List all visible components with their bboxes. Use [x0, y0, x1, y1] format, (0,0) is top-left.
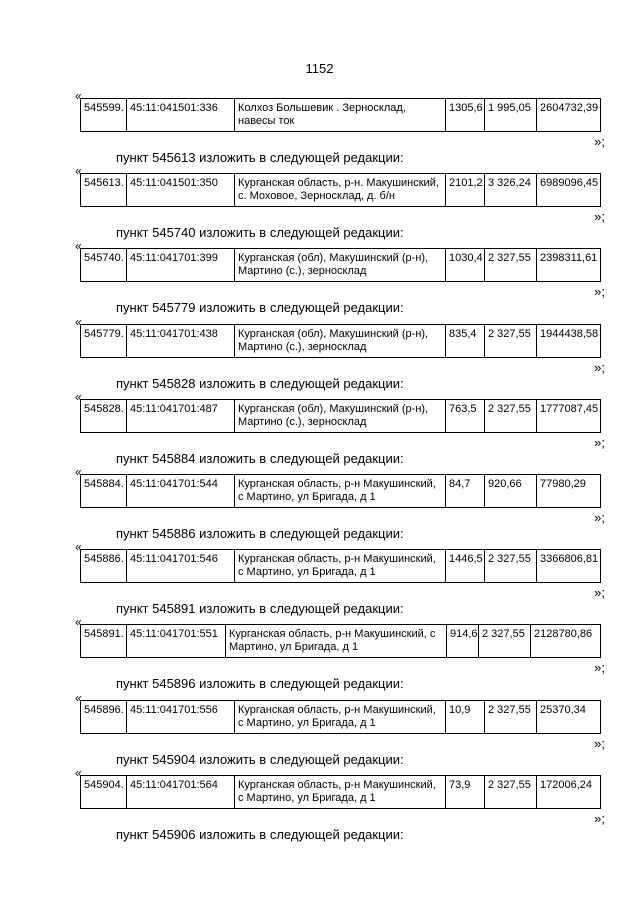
closing-quote: »; [594, 434, 605, 450]
closing-quote: »; [594, 810, 605, 826]
unit-price: 2 327,55 [485, 550, 537, 583]
amendment-instruction: пункт 545896 изложить в следующей редакции: [116, 676, 404, 692]
cadastral-value: 77980,29 [537, 475, 601, 508]
amendment-instruction: пункт 545906 изложить в следующей редакции: [116, 826, 404, 842]
row-number: 545828. [81, 399, 127, 432]
unit-price: 2 327,55 [479, 625, 531, 658]
unit-price: 2 327,55 [485, 775, 537, 808]
cadastral-value: 6989096,45 [537, 174, 601, 207]
row-number: 545740. [81, 249, 127, 282]
closing-quote: »; [594, 359, 605, 375]
closing-quote: »; [594, 209, 605, 225]
table-row [80, 474, 601, 508]
cadastral-value: 1777087,45 [537, 399, 601, 432]
table-row [80, 399, 601, 433]
object-area: 914,6 [447, 625, 479, 658]
cadastral-value: 1944438,58 [537, 324, 601, 357]
unit-price: 2 327,55 [485, 399, 537, 432]
object-area: 10,9 [446, 700, 485, 733]
object-address: Курганская область, р-н Макушинский, с Мартино, ул Бригада, д 1 [235, 550, 446, 583]
cadastral-number: 45:11:041701:546 [127, 550, 235, 583]
object-area: 1030,4 [446, 249, 485, 282]
cadastral-number: 45:11:041501:336 [127, 99, 235, 132]
cadastral-number: 45:11:041701:564 [127, 775, 235, 808]
cadastral-value: 25370,34 [537, 700, 601, 733]
object-area: 835,4 [446, 324, 485, 357]
opening-quote: « [75, 765, 82, 780]
opening-quote: « [75, 615, 82, 630]
object-area: 1305,6 [446, 99, 485, 132]
opening-quote: « [75, 89, 82, 103]
table-row [80, 324, 601, 358]
closing-quote: »; [594, 585, 605, 601]
closing-quote: »; [594, 134, 605, 149]
opening-quote: « [75, 465, 82, 479]
object-address: Курганская область, р-н Макушинский, с Мартино, ул Бригада, д 1 [226, 625, 447, 658]
cadastral-number: 45:11:041701:399 [127, 249, 235, 282]
row-number: 545599. [81, 99, 127, 132]
row-number: 545891. [81, 625, 127, 658]
cadastral-number: 45:11:041701:556 [127, 700, 235, 733]
unit-price: 2 327,55 [485, 700, 537, 733]
row-number: 545613. [81, 174, 127, 207]
opening-quote: « [75, 389, 82, 404]
object-area: 73,9 [446, 775, 485, 808]
row-number: 545884. [81, 475, 127, 508]
cadastral-number: 45:11:041701:551 [127, 625, 226, 658]
table-row [80, 549, 601, 583]
amendment-instruction: пункт 545891 изложить в следующей редакции: [116, 601, 404, 617]
object-area: 763,5 [446, 399, 485, 432]
object-address: Курганская (обл), Макушинский (р-н), Мартино (с.), зерносклад [235, 324, 446, 357]
object-address: Курганская область, р-н Макушинский, с Мартино, ул Бригада, д 1 [235, 775, 446, 808]
amendment-instruction: пункт 545828 изложить в следующей редакции: [116, 375, 404, 391]
object-address: Колхоз Большевик . Зерносклад, навесы ток [235, 99, 446, 132]
amendment-instruction: пункт 545740 изложить в следующей редакции: [116, 225, 404, 241]
closing-quote: »; [594, 284, 605, 300]
opening-quote: « [75, 164, 82, 179]
cadastral-value: 2604732,39 [537, 99, 601, 132]
unit-price: 3 326,24 [485, 174, 537, 207]
opening-quote: « [75, 239, 82, 254]
amendment-instruction: пункт 545884 изложить в следующей редакции: [116, 450, 404, 466]
page-number: 1152 [305, 61, 334, 76]
table-row [80, 624, 601, 658]
amendment-instruction: пункт 545613 изложить в следующей редакции: [116, 150, 404, 165]
object-address: Курганская (обл), Макушинский (р-н), Мартино (с.), зерносклад [235, 249, 446, 282]
table-row [80, 173, 601, 207]
closing-quote: »; [594, 735, 605, 751]
amendment-instruction: пункт 545779 изложить в следующей редакции: [116, 300, 404, 316]
opening-quote: « [75, 690, 82, 705]
object-address: Курганская область, р-н Макушинский, с Мартино, ул Бригада, д 1 [235, 700, 446, 733]
closing-quote: »; [594, 660, 605, 676]
unit-price: 2 327,55 [485, 324, 537, 357]
object-area: 1446,5 [446, 550, 485, 583]
opening-quote: « [75, 314, 82, 329]
unit-price: 920,66 [485, 475, 537, 508]
table-row [80, 98, 601, 132]
cadastral-number: 45:11:041501:350 [127, 174, 235, 207]
object-area: 84,7 [446, 475, 485, 508]
cadastral-value: 2398311,61 [537, 249, 601, 282]
cadastral-number: 45:11:041701:544 [127, 475, 235, 508]
row-number: 545779. [81, 324, 127, 357]
unit-price: 1 995,05 [485, 99, 537, 132]
opening-quote: « [75, 540, 82, 555]
object-address: Курганская (обл), Макушинский (р-н), Мартино (с.), зерносклад [235, 399, 446, 432]
row-number: 545896. [81, 700, 127, 733]
table-row [80, 700, 601, 734]
row-number: 545904. [81, 775, 127, 808]
cadastral-number: 45:11:041701:438 [127, 324, 235, 357]
unit-price: 2 327,55 [485, 249, 537, 282]
row-number: 545886. [81, 550, 127, 583]
cadastral-value: 2128780,86 [531, 625, 601, 658]
object-address: Курганская область, р-н. Макушинский, с. Моховое, Зерносклад, д. б/н [235, 174, 446, 207]
cadastral-number: 45:11:041701:487 [127, 399, 235, 432]
closing-quote: »; [594, 510, 605, 525]
table-row [80, 248, 601, 282]
amendment-instruction: пункт 545886 изложить в следующей редакции: [116, 526, 404, 541]
table-row [80, 775, 601, 809]
object-area: 2101,2 [446, 174, 485, 207]
cadastral-value: 172006,24 [537, 775, 601, 808]
amendment-instruction: пункт 545904 изложить в следующей редакции: [116, 751, 404, 767]
cadastral-value: 3366806,81 [537, 550, 601, 583]
object-address: Курганская область, р-н Макушинский, с Мартино, ул Бригада, д 1 [235, 475, 446, 508]
